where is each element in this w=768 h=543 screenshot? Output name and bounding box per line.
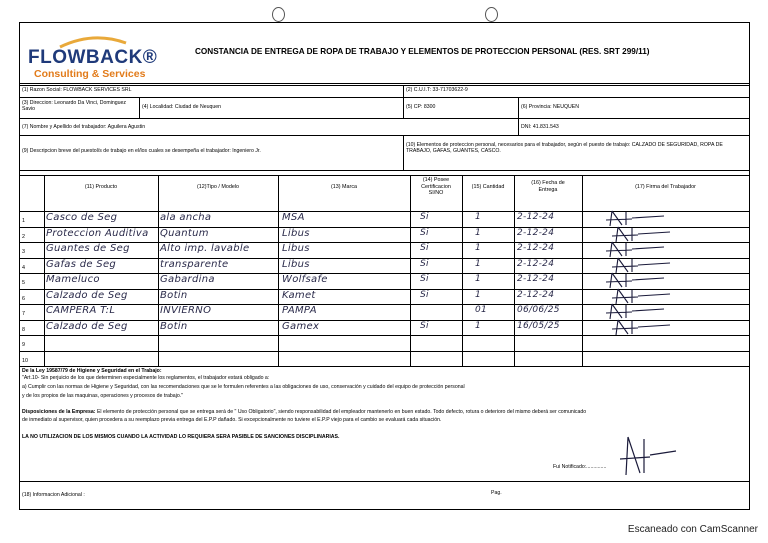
row-number: 6	[22, 295, 25, 302]
col-cantidad: (15) Cantidad	[471, 184, 505, 190]
row-number: 8	[22, 326, 25, 333]
cell-marca: Gamex	[282, 320, 320, 332]
cell-producto: Calzado de Seg	[46, 289, 128, 301]
cell-marca: PAMPA	[282, 305, 317, 316]
cuit: (2) C.U.I.T: 33-71703622-9	[406, 87, 468, 93]
cell-tipo: Quantum	[160, 227, 209, 239]
descripcion-puesto: (9) Descripcion breve del puestol/s de trabajo en el/los cuales se desempeña el trabajador: Ingeniero Jr.	[22, 148, 261, 154]
row-divider	[20, 335, 749, 336]
form-header	[20, 23, 749, 84]
cell-fecha: 06/06/25	[517, 305, 560, 315]
cell-fecha: 2-12-24	[517, 289, 555, 300]
provincia: (6) Provincia: NEUQUEN	[521, 104, 579, 110]
row-number: 5	[22, 280, 25, 286]
divider	[20, 366, 749, 367]
row-divider	[20, 351, 749, 352]
cell-tipo: Gabardina	[160, 274, 215, 285]
col-tipo: (12)Tipo / Modelo	[196, 184, 240, 190]
punch-hole-right	[485, 7, 498, 22]
punch-hole-left	[272, 7, 285, 22]
divider	[158, 175, 159, 366]
cell-producto: Casco de Seg	[46, 212, 118, 223]
divider	[20, 135, 749, 136]
divider	[20, 175, 749, 176]
cell-fecha: 2-12-24	[517, 274, 555, 284]
nombre-trabajador: (7) Nombre y Apellido del trabajador: Aguilera Agustin	[22, 124, 146, 130]
cell-fecha: 2-12-24	[517, 243, 555, 253]
cell-cert: Si	[420, 320, 429, 331]
cell-marca: Kamet	[282, 289, 316, 301]
cell-tipo: INVIERNO	[160, 305, 212, 316]
cell-cant: 1	[475, 274, 482, 284]
cell-producto: Mameluco	[46, 274, 100, 285]
cell-cant: 1	[475, 212, 482, 222]
logo-tagline: Consulting & Services	[34, 68, 146, 80]
direccion: (3) Direccion: Leonardo Da Vinci, Dominguez Savio	[22, 100, 126, 112]
row-number: 3	[22, 249, 25, 255]
col-fecha: (16) Fecha de Entrega	[531, 180, 565, 193]
pagina: Pag.	[491, 490, 502, 496]
divider	[20, 170, 749, 171]
form-title: CONSTANCIA DE ENTREGA DE ROPA DE TRABAJO Y ELEMENTOS DE PROTECCION PERSONAL (RES. SRT 299/11)	[195, 47, 650, 56]
row-number: 4	[22, 264, 25, 271]
cell-marca: Libus	[282, 227, 310, 239]
divider	[410, 175, 411, 366]
worker-signature	[608, 318, 678, 336]
divider	[20, 118, 749, 119]
cell-tipo: transparente	[160, 258, 229, 270]
cell-cant: 1	[475, 258, 482, 269]
cell-tipo: Alto imp. lavable	[160, 243, 250, 254]
cell-cant: 01	[475, 305, 488, 315]
ley-line-1: "Art.10- Sin perjuicio de los que determinen especialmente los reglamentos, el trabajador estará obligado a:	[22, 375, 270, 381]
dni: DNI: 41.831.543	[521, 124, 559, 130]
cell-fecha: 2-12-24	[517, 258, 555, 269]
cell-fecha: 16/05/25	[517, 320, 560, 331]
divider	[20, 97, 749, 98]
form-sheet	[19, 22, 750, 510]
row-number: 1	[22, 218, 25, 224]
cell-producto: Guantes de Seg	[46, 243, 130, 254]
ley-line-2: a) Cumplir con las normas de Higiene y Seguridad, con las recomendaciones que se le formulen referentes a las obligaciones de uso, conservación y cuidado del equipo de protección personal	[22, 384, 465, 390]
cell-marca: MSA	[282, 212, 305, 223]
cell-producto: Proteccion Auditiva	[46, 227, 149, 239]
divider	[462, 175, 463, 366]
logo-brand: FLOWBACK®	[28, 47, 158, 68]
ley-title: De la Ley 19587/79 de Higiene y Seguridad en el Trabajo:	[22, 368, 162, 374]
razon-social: (1) Razon Social: FLOWBACK SERVICES SRL	[22, 87, 132, 93]
flowback-logo	[28, 35, 168, 79]
cell-cert: Si	[420, 243, 429, 253]
col-firma: (17) Firma del Trabajador	[635, 184, 696, 190]
col-producto: (11) Producto	[84, 184, 118, 190]
divider	[514, 175, 515, 366]
informacion-adicional: (18) Informacion Adicional :	[22, 492, 85, 498]
cell-producto: Gafas de Seg	[46, 258, 117, 270]
divider	[582, 175, 583, 366]
divider	[20, 481, 749, 482]
cell-cert: Si	[420, 212, 429, 222]
cell-cant: 1	[475, 243, 482, 253]
cell-fecha: 2-12-24	[517, 212, 555, 222]
cell-tipo: Botin	[160, 320, 188, 332]
row-number: 9	[22, 342, 25, 348]
cell-cert: Si	[420, 289, 429, 300]
cell-marca: Libus	[282, 243, 310, 254]
cell-tipo: Botin	[160, 289, 188, 301]
cell-cert: Si	[420, 227, 429, 238]
cell-cert: Si	[420, 274, 429, 284]
cell-marca: Wolfsafe	[282, 274, 328, 285]
elementos-proteccion: (10) Elementos de proteccion personal, necesarios para el trabajador, según el puesto de trabajo: CALZADO DE SEGURIDAD, ROPA DE TRABAJO, GAFAS, GUANTES, CASCO.	[406, 142, 723, 154]
cell-cant: 1	[475, 320, 482, 331]
divider	[44, 175, 45, 366]
camscanner-watermark: Escaneado con CamScanner	[627, 524, 758, 535]
notified-signature	[610, 429, 680, 479]
cell-producto: CAMPERA T:L	[46, 305, 116, 316]
disposiciones: Disposiciones de la Empresa: El elemento de protección personal que se entrega será de " Uso Obligatorio", siendo responsabilidad del empleador mantenerlo en buen estado. Todo defecto, rotura o deterioro del mismo deberá ser comunicado	[22, 409, 587, 415]
row-number: 7	[22, 311, 25, 317]
cell-cert: Si	[420, 258, 429, 269]
divider	[278, 175, 279, 366]
disposiciones-line-2: de inmediato al supervisor, quien procedera a su reemplazo previa entrega del E.P.P dañado. Si excepcionalmente no tuviere el E.P.P viejo para el cambio se evaluará cada situación.	[22, 417, 442, 423]
cell-fecha: 2-12-24	[517, 227, 555, 238]
localidad: (4) Localidad: Ciudad de Neuquen	[142, 104, 222, 110]
cell-cant: 1	[475, 289, 482, 300]
row-number: 10	[22, 357, 28, 364]
cell-tipo: ala ancha	[160, 212, 212, 223]
row-number: 2	[22, 233, 25, 240]
col-marca: (13) Marca	[330, 184, 358, 190]
cell-marca: Libus	[282, 258, 310, 270]
codigo-postal: (5) CP: 8300	[406, 104, 436, 110]
fui-notificado: Fui Notificado:..............	[553, 464, 607, 470]
col-certificacion: (14) Posee Certificacion SI/NO	[421, 177, 451, 196]
ley-line-3: y de los propios de las maquinas, operaciones y procesos de trabajo."	[22, 393, 184, 399]
sanciones: LA NO UTILIZACION DE LOS MISMOS CUANDO LA ACTIVIDAD LO REQUIERA SERA PASIBLE DE SANCIONES DISCIPLINARIAS.	[22, 434, 340, 440]
cell-producto: Calzado de Seg	[46, 320, 128, 332]
cell-cant: 1	[475, 227, 482, 238]
